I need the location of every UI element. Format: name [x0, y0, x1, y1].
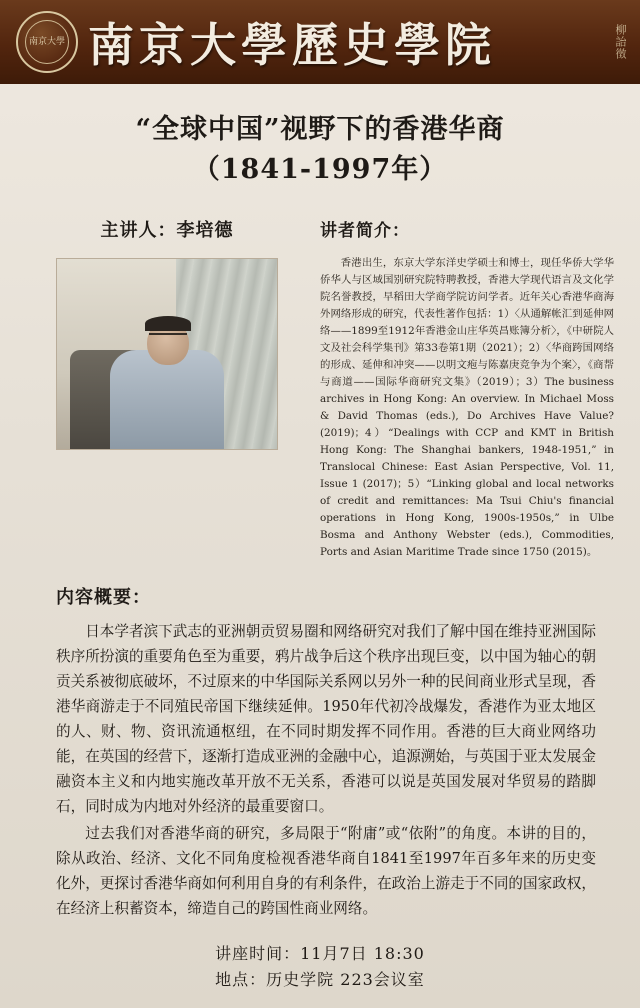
- summary-label: 内容概要：: [56, 587, 151, 608]
- school-name: 南京大學歷史學院: [88, 18, 496, 72]
- summary-paragraph: 日本学者滨下武志的亚洲朝贡贸易圈和网络研究对我们了解中国在维持亚洲国际秩序所扮演的重要角色至为重要，鸦片战争后这个秩序出现巨变，以中国为轴心的朝贡关系被彻底破坏，不过原来的中华国际关系网以另外一种的民间商业形式呈现，香港华商游走于不同殖民帝国下继续延伸。1950年代初冷战爆发，香港作为亚太地区的人、财、物、资讯流通枢纽，在不同时期发挥不同作用。香港的巨大商业网络功能，在英国的经营下，逐渐打造成亚洲的金融中心，追源溯始，与英国于亚太发展金融资本主义和内地实施改革开放不无关系，香港可以说是英国发展对华贸易的踏脚石，同时成为内地对外经济的最重要窗口。: [56, 623, 596, 815]
- poster-title: [0, 110, 640, 190]
- summary-body: [0, 619, 640, 921]
- bio-label: 讲者简介：: [320, 221, 410, 241]
- header-banner: [0, 0, 640, 84]
- event-time: 讲座时间：11月7日 18:30: [215, 944, 425, 963]
- university-seal-icon: [16, 11, 78, 73]
- speaker-column: [56, 216, 302, 561]
- photo-person-body: [110, 350, 224, 449]
- photo-person-hair: [145, 316, 191, 331]
- banner-side-text: 柳詒徵: [614, 24, 627, 60]
- event-details: [0, 941, 640, 993]
- title-line-1: “全球中国”视野下的香港华商: [135, 114, 505, 145]
- speaker-label: 主讲人：李培德: [100, 220, 234, 241]
- bio-column: [302, 216, 614, 561]
- seal-inner-text: 南京大學: [25, 20, 69, 64]
- event-location: 地点：历史学院 223会议室: [215, 970, 425, 989]
- title-line-2: （1841-1997年）: [192, 154, 448, 185]
- speaker-bio-row: [0, 216, 640, 561]
- bio-text: 香港出生，东京大学东洋史学硕士和博士，现任华侨大学华侨华人与区域国别研究院特聘教授，香港大学现代语言及文化学院名誉教授，早稻田大学商学院访问学者。近年关心香港华商海外网络形成的研究，代表性著作包括：1）〈从通解帐汇到延伸网络——1899至1912年香港金山庄华英昌账簿分析〉，《中研院人文及社会科学集刊》第33卷第1期（2021）；2）〈华商跨国网络的形成、延伸和冲突——以明文疱与陈嘉庚竞争为个案〉，《商帮与商道——国际华商研究文集》（2019）；3）The business archives in Hong Kong: An overview. In Michael Moss & David Thomas (eds.), Do Archives Have Value? (2019)；4）“Dealings with CCP and KMT in British Hong Kong: The Shanghai bankers, 1948-1951,” in Translocal Chinese: East Asian Perspective, Vol. 11, Issue 1 (2017)；5）“Linking global and local networks of credit and remittances: Ma Tsui Chiu's financial operations in Hong Kong, 1900s‑1950s,” in Ulbe Bosma and Anthony Webster (eds.), Commodities, Ports and Asian Maritime Trade since 1750 (2015)。: [320, 257, 614, 558]
- summary-paragraph: 过去我们对香港华商的研究，多局限于“附庸”或“依附”的角度。本讲的目的，除从政治、经济、文化不同角度检视香港华商自1841至1997年百多年来的历史变化外，更探讨香港华商如何利用自身的有利条件，在政治上游走于不同的国家政权，在经济上积蓄资本，缔造自己的跨国性商业网络。: [56, 825, 596, 917]
- photo-person-glasses: [149, 333, 186, 343]
- speaker-photo: [56, 258, 278, 450]
